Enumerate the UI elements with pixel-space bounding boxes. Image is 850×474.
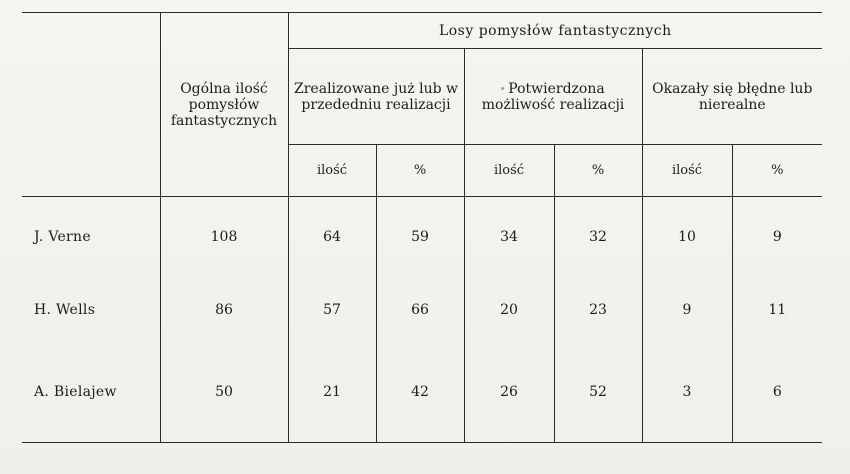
value-cell: 6: [732, 343, 822, 443]
value-cell: 52: [554, 343, 642, 443]
sub-header-label: ilość: [316, 162, 348, 178]
value-cell: 23: [554, 277, 642, 343]
sub-header: [642, 145, 732, 197]
group-header-realized: [288, 49, 464, 145]
group-header-confirmed: [464, 49, 642, 145]
group-header-label: Zrealizowane już lub w przededniu realizacji: [294, 80, 458, 113]
corner-cell: [22, 13, 160, 197]
value-cell: 42: [376, 343, 464, 443]
group-header-label: Potwierdzona możliwość realizacji: [481, 80, 625, 113]
sub-header-label: ilość: [671, 162, 703, 178]
value-cell: 11: [732, 277, 822, 343]
author-cell: J. Verne: [22, 197, 160, 277]
value-cell: 10: [642, 197, 732, 277]
ideas-fate-table: [22, 12, 822, 443]
value-cell: 34: [464, 197, 554, 277]
value-cell: 20: [464, 277, 554, 343]
table-row: [22, 343, 822, 443]
table-row: [22, 197, 822, 277]
sub-header: [376, 145, 464, 197]
speck-mark: [501, 87, 504, 90]
table-row: [22, 277, 822, 343]
value-cell: 57: [288, 277, 376, 343]
total-cell: 86: [160, 277, 288, 343]
value-cell: 9: [732, 197, 822, 277]
sub-header-label: ilość: [493, 162, 525, 178]
group-header-label: Okazały się błędne lub nierealne: [652, 80, 813, 113]
sub-header-label: %: [771, 162, 784, 178]
value-cell: 32: [554, 197, 642, 277]
sub-header: [554, 145, 642, 197]
value-cell: 21: [288, 343, 376, 443]
row-header-total: [160, 13, 288, 197]
top-header: [288, 13, 822, 49]
row-header-total-label: Ogólna ilość pomysłów fantastycznych: [170, 80, 278, 129]
author-cell: H. Wells: [22, 277, 160, 343]
sub-header-label: %: [413, 162, 427, 178]
value-cell: 3: [642, 343, 732, 443]
group-header-wrong: [642, 49, 822, 145]
top-header-label: Losy pomysłów fantastycznych: [438, 22, 672, 39]
total-cell: 108: [160, 197, 288, 277]
sub-header: [464, 145, 554, 197]
total-cell: 50: [160, 343, 288, 443]
sub-header: [288, 145, 376, 197]
sub-header-label: %: [591, 162, 605, 178]
value-cell: 64: [288, 197, 376, 277]
value-cell: 66: [376, 277, 464, 343]
value-cell: 9: [642, 277, 732, 343]
author-cell: A. Bielajew: [22, 343, 160, 443]
value-cell: 26: [464, 343, 554, 443]
sub-header: [732, 145, 822, 197]
value-cell: 59: [376, 197, 464, 277]
